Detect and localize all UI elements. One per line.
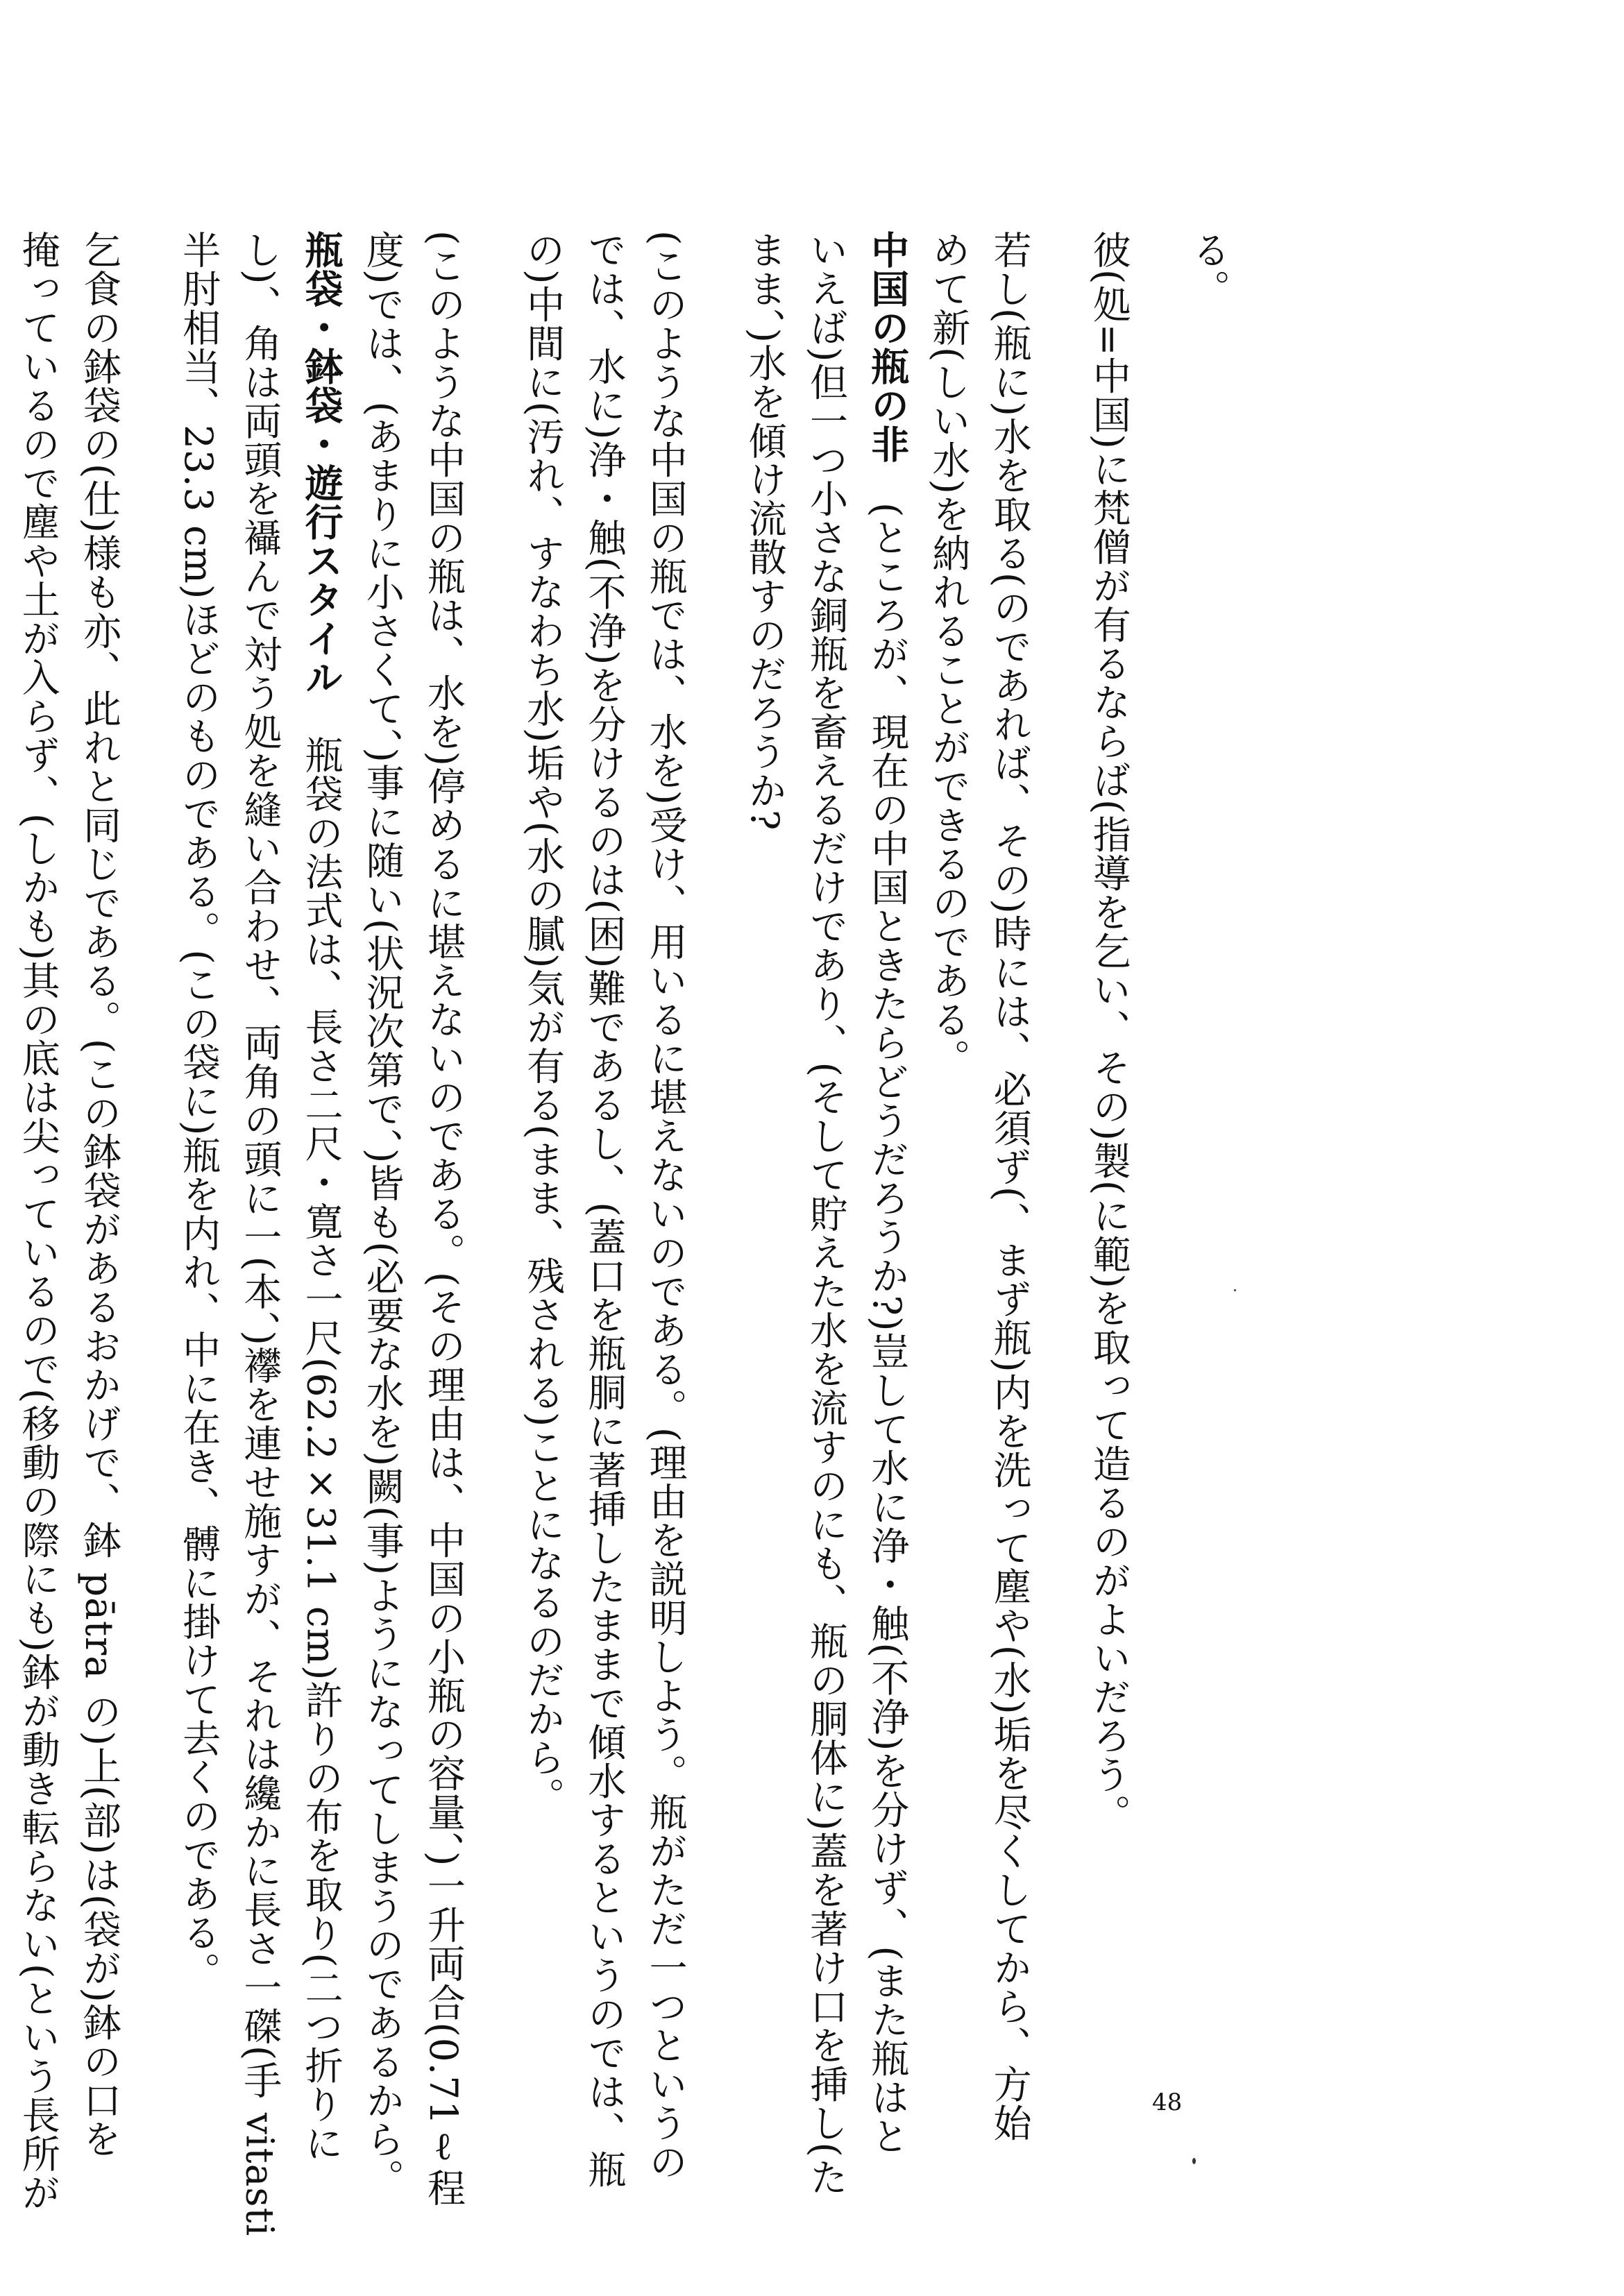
line-text: めて新(しい水)を納れることができるのである。: [926, 230, 971, 1078]
text-line: [573, 230, 634, 2189]
line-text: の)中間に(汚れ、すなわち水)垢や(水の膩)気が有る(まま、残される)ことになるのだから。: [521, 230, 566, 1817]
text-line: [634, 230, 734, 2182]
line-text: 掩っているので塵や土が入らず、(しかも)其の底は尖っているので(移動の際にも)鉢が動き転らない(という長所が: [15, 230, 60, 2213]
section-heading: 中国の瓶の非: [865, 230, 910, 464]
text-line: [229, 230, 290, 2237]
line-text: し)、角は両頭を襵んで対う処を縫い合わせ、両角の頭に一(本、)襻を連せ施すが、それは纔かに長さ一磔(手 vitasti: [237, 230, 282, 2237]
line-text: 彼(処=中国)に梵僧が有るならば(指導を乞い、その)製(に範)を取って造るのがよいだろう。: [1086, 230, 1131, 1833]
line-text: いえば)但一つ小さな銅瓶を畜えるだけであり、(そして貯えた水を流すのにも、瓶の胴体に)蓋を著け口を挿し(た: [803, 230, 848, 2197]
line-text: る。: [1186, 230, 1230, 308]
section-heading: 瓶袋・鉢袋・遊行スタイル: [298, 230, 344, 697]
line-text: (ところが、現在の中国ときたらどうだろうか?)豈して水に浄・触(不浄)を分けず、(また瓶はと: [865, 502, 910, 2156]
text-line: [1178, 230, 1239, 2069]
text-line: [856, 230, 917, 2156]
scan-speck: [1192, 2158, 1196, 2164]
line-text: 若し(瓶に)水を取る(のであれば、その)時には、必須ず(、まず瓶)内を洗って塵や(水)垢を尽くしてから、方始: [987, 230, 1032, 2143]
line-text: まま、)水を傾け流散すのだろうか?: [742, 230, 787, 831]
text-line: [795, 230, 856, 2197]
text-line: [352, 230, 413, 2198]
text-line: [979, 230, 1078, 2143]
line-text: 瓶袋の法式は、長さ二尺・寛さ一尺(62.2×31.1 cm)許りの布を取り(二つ折りに: [298, 735, 344, 2163]
text-line: [0, 230, 8, 2069]
line-text: (このような中国の瓶は、水を)停めるに堪えないのである。(その理由は、中国の小瓶の容量、)一升両合(0.71ℓ程: [421, 230, 466, 2208]
text-line: [734, 230, 795, 2069]
line-text: (このような中国の瓶では、水を)受け、用いるに堪えないのである。(理由を説明しよう。瓶がただ一つというの: [643, 230, 688, 2182]
line-text: 度)では、(あまりに小さくて、)事に随い(状況次第で、)皆も(必要な水を)闕(事)ようになってしまうのであるから。: [360, 230, 405, 2198]
line-text: では、水に)浄・触(不浄)を分けるのは(困)難であるし、(蓋口を瓶胴に著挿したままで傾水するというのでは、瓶: [582, 230, 627, 2189]
line-text: 乞食の鉢袋の(仕)様も亦、此れと同じである。(この鉢袋があるおかげで、鉢 pātra の)上(部)は(袋が)鉢の口を: [76, 230, 121, 2159]
text-line: [917, 230, 979, 2069]
text-line: [290, 230, 351, 2163]
text-line: [168, 230, 229, 2069]
text-line: [8, 230, 69, 2213]
line-text: 半肘相当、23.3 cm)ほどのものである。(この袋に)瓶を内れ、中に在き、髆に掛けて去くのである。: [176, 230, 221, 1991]
text-line: [413, 230, 512, 2208]
text-line: [1079, 230, 1178, 2069]
scan-speck: [1234, 1289, 1236, 1291]
text-line: [512, 230, 573, 2069]
page-number: 48: [1152, 2089, 1183, 2116]
text-line: [69, 230, 168, 2159]
